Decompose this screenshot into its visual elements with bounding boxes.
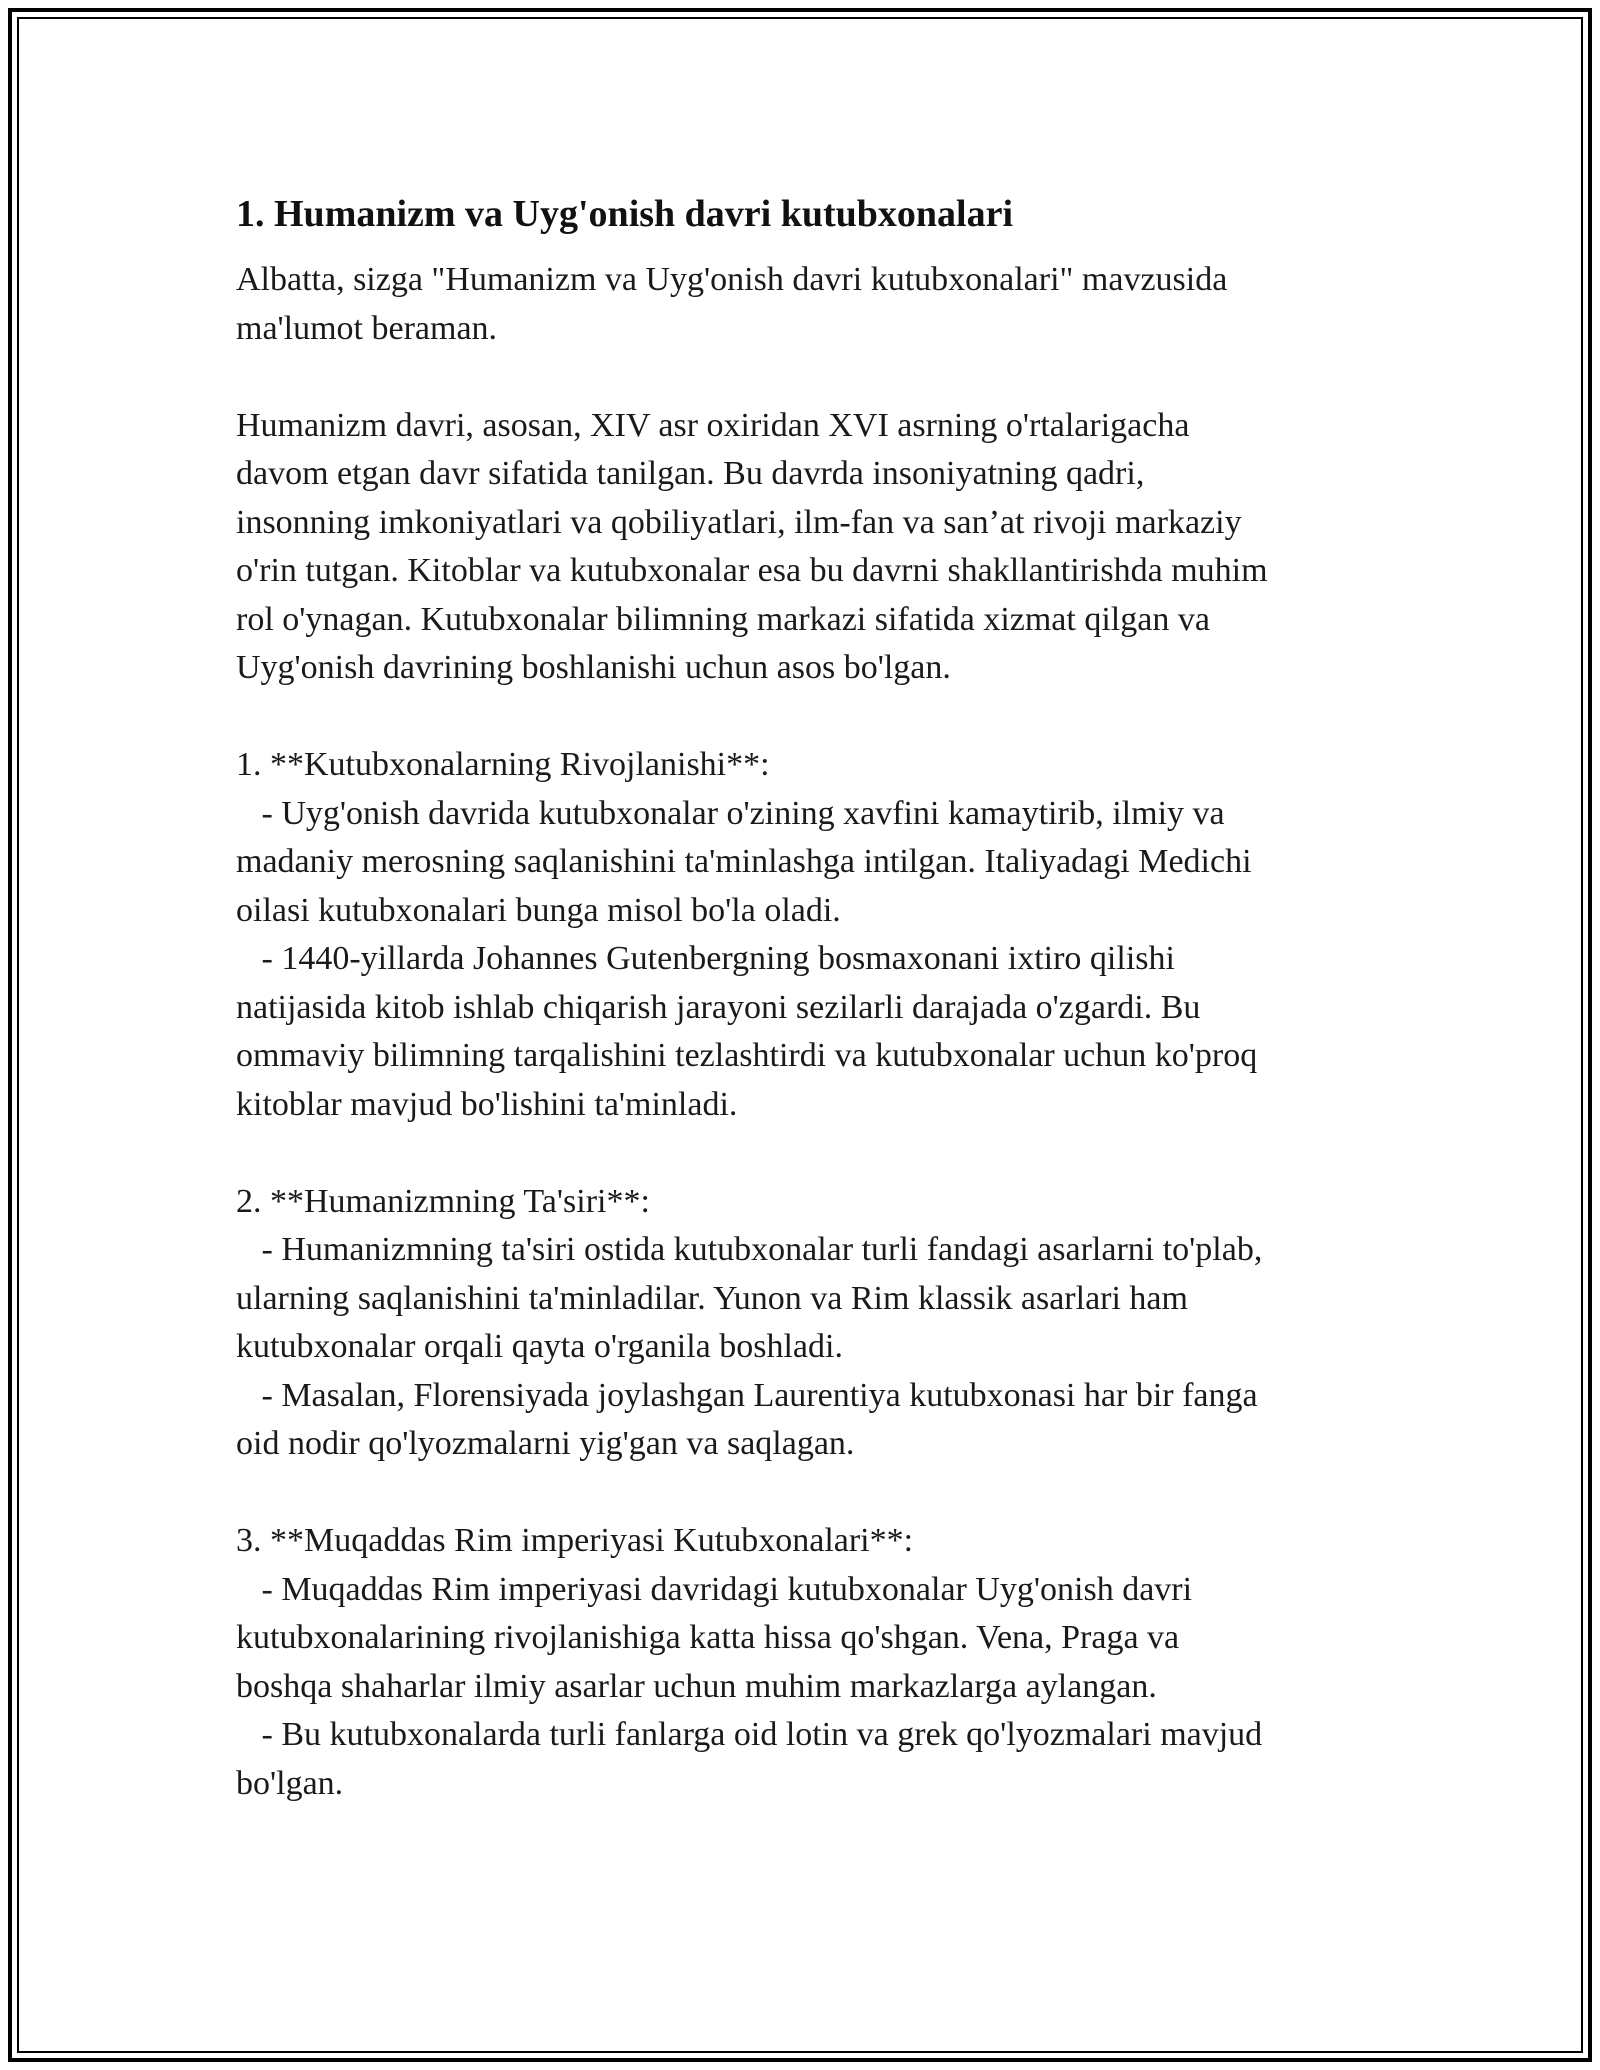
paragraph-spacer: [236, 1469, 1356, 1518]
paragraph-spacer: [236, 693, 1356, 742]
paragraph-spacer: [236, 1129, 1356, 1178]
humanism-overview-paragraph: Humanizm davri, asosan, XIV asr oxiridan XVI asrning o'rtalarigacha davom etgan davr sifatida tanilgan. Bu davrda insoniyatning qadri, insonning imkoniyatlari va qobiliyatlari, ilm-fan va san’at rivoji markaziy o'rin tutgan. Kitoblar va kutubxonalar esa bu davrni shakllantirishda muhim rol o'ynagan. Kutubxonalar bilimning markazi sifatida xizmat qilgan va Uyg'onish davrining boshlanishi uchun asos bo'lgan.: [236, 406, 1268, 686]
document-page: [236, 188, 1356, 1808]
paragraph-spacer: [236, 353, 1356, 402]
document-title: 1. Humanizm va Uyg'onish davri kutubxonalari: [236, 193, 1014, 235]
intro-paragraph: Albatta, sizga "Humanizm va Uyg'onish davri kutubxonalari" mavzusida ma'lumot beraman.: [236, 261, 1228, 347]
section-holy-roman-empire-libraries: 3. **Muqaddas Rim imperiyasi Kutubxonalari**: - Muqaddas Rim imperiyasi davridagi kutubxonalar Uyg'onish davri kutubxonalarining rivojlanishiga katta hissa qo'shgan. Vena, Praga va boshqa shaharlar ilmiy asarlar uchun muhim markazlarga aylangan. - Bu kutubxonalarda turli fanlarga oid lotin va grek qo'lyozmalari mavjud bo'lgan.: [236, 1522, 1263, 1802]
section-library-development: 1. **Kutubxonalarning Rivojlanishi**: - Uyg'onish davrida kutubxonalar o'zining xavfini kamaytirib, ilmiy va madaniy merosning saqlanishini ta'minlashga intilgan. Italiyadagi Medichi oilasi kutubxonalari bunga misol bo'la oladi. - 1440-yillarda Johannes Gutenbergning bosmaxonani ixtiro qilishi natijasida kitob ishlab chiqarish jarayoni sezilarli darajada o'zgardi. Bu ommaviy bilimning tarqalishini tezlashtirdi va kutubxonalar uchun ko'proq kitoblar mavjud bo'lishini ta'minladi.: [236, 746, 1258, 1123]
section-humanism-influence: 2. **Humanizmning Ta'siri**: - Humanizmning ta'siri ostida kutubxonalar turli fandagi asarlarni to'plab, ularning saqlanishini ta'minladilar. Yunon va Rim klassik asarlari ham kutubxonalar orqali qayta o'rganila boshladi. - Masalan, Florensiyada joylashgan Laurentiya kutubxonasi har bir fanga oid nodir qo'lyozmalarni yig'gan va saqlagan.: [236, 1182, 1263, 1462]
